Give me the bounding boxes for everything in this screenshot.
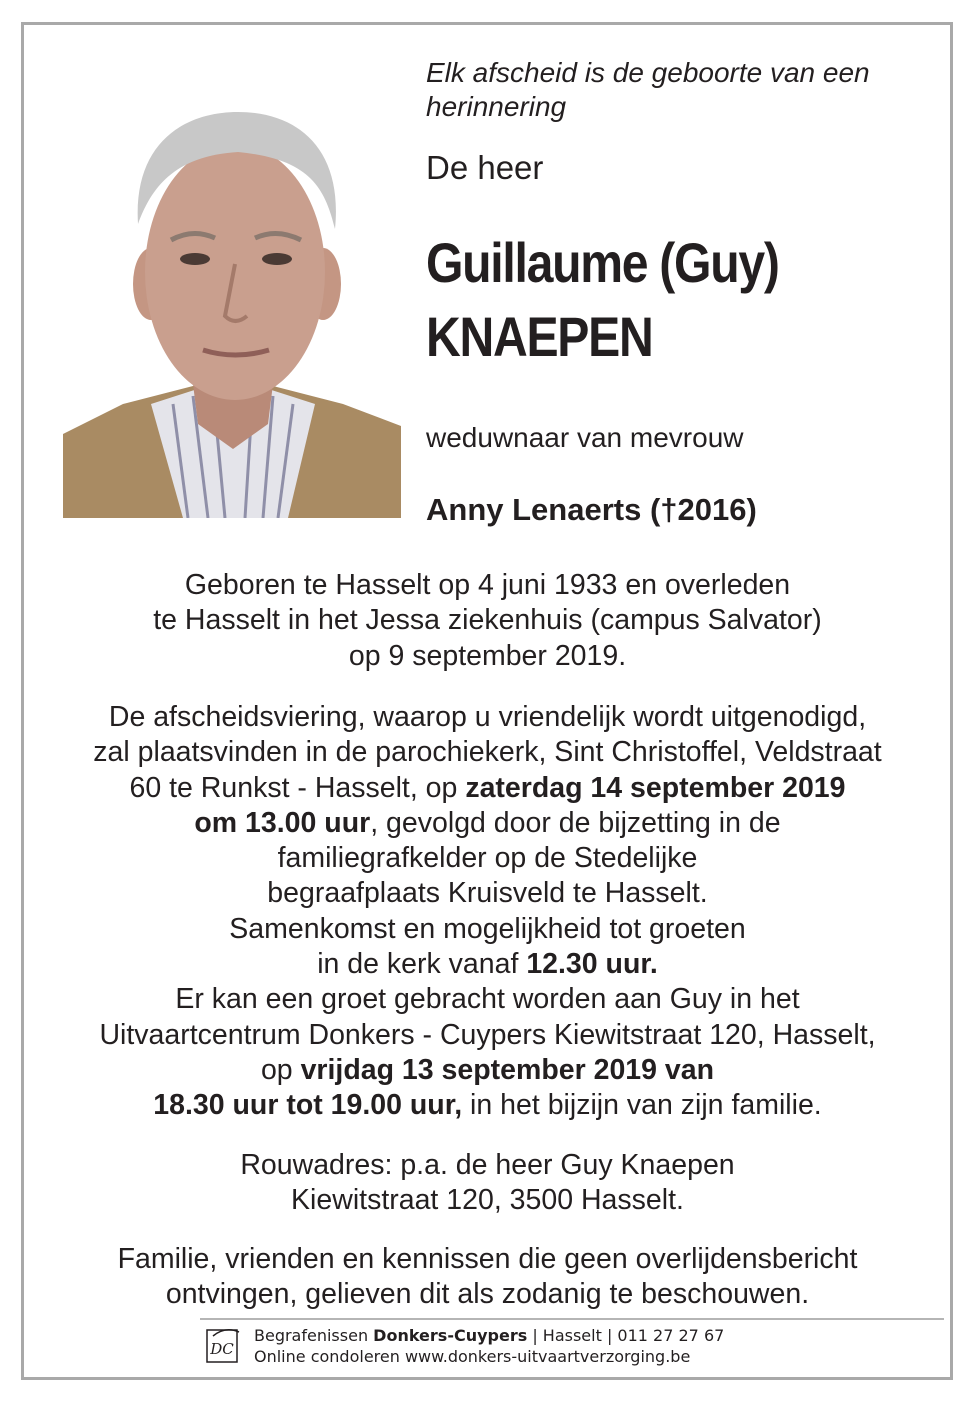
ceremony-line-11-text: op [260, 1053, 301, 1086]
ceremony-line-3 [40, 771, 935, 806]
ceremony-line-6: begraafplaats Kruisveld te Hasselt. [267, 877, 708, 910]
ceremony-line-8-text: in de kerk vanaf [317, 948, 527, 981]
birth-death-paragraph [40, 568, 935, 674]
closing-line-1: Familie, vrienden en kennissen die geen overlijdensbericht [117, 1243, 858, 1275]
footer-company: Donkers-Cuypers [373, 1326, 528, 1345]
funeral-home-logo [205, 1326, 243, 1364]
ceremony-line-12-text: in het bijzijn van zijn familie. [462, 1089, 822, 1122]
widower-of-text: weduwnaar van mevrouw [426, 422, 744, 453]
death-date-line: op 9 september 2019. [348, 639, 627, 672]
ceremony-line-4-text: , gevolgd door de bijzetting in de [370, 806, 781, 839]
footer-line-1 [254, 1325, 934, 1346]
mourning-address [40, 1148, 935, 1219]
quote-line-2: herinnering [426, 91, 567, 122]
ceremony-date: zaterdag 14 september 2019 [465, 771, 846, 804]
ceremony-line-4 [40, 806, 935, 841]
deceased-first-name: Guillaume (Guy) [426, 231, 779, 294]
ceremony-line-11 [40, 1053, 935, 1088]
quote-line-1: Elk afscheid is de geboorte van een [426, 57, 870, 88]
footer-online-condolence: Online condoleren www.donkers-uitvaartverzorging.be [254, 1347, 691, 1366]
spouse-name: Anny Lenaerts (†2016) [426, 492, 757, 527]
birth-line: Geboren te Hasselt op 4 juni 1933 en overleden [184, 569, 791, 601]
portrait-photo [63, 104, 401, 518]
address-line-1: Rouwadres: p.a. de heer Guy Knaepen [240, 1149, 735, 1181]
ceremony-line-2: zal plaatsvinden in de parochiekerk, Sint Christoffel, Veldstraat [93, 736, 882, 769]
ceremony-line-9: Er kan een groet gebracht worden aan Guy in het [175, 983, 800, 1016]
ceremony-paragraph [40, 700, 935, 1124]
deceased-last-name: KNAEPEN [426, 305, 653, 368]
visitation-date: vrijdag 13 september 2019 van [300, 1053, 715, 1086]
death-place-line: te Hasselt in het Jessa ziekenhuis (campus Salvator) [153, 604, 822, 637]
ceremony-time: om 13.00 uur [194, 806, 371, 839]
visitation-time: 18.30 uur tot 19.00 uur, [153, 1089, 463, 1122]
footer-contact: | Hasselt | 011 27 27 67 [527, 1326, 725, 1345]
ceremony-line-5: familiegrafkelder op de Stedelijke [277, 842, 698, 875]
ceremony-line-1: De afscheidsviering, waarop u vriendelijk wordt uitgenodigd, [108, 701, 867, 733]
ceremony-line-12 [40, 1088, 935, 1123]
footer-prefix: Begrafenissen [254, 1326, 374, 1345]
closing-paragraph [40, 1242, 935, 1313]
ceremony-line-10: Uitvaartcentrum Donkers - Cuypers Kiewitstraat 120, Hasselt, [99, 1018, 876, 1051]
greeting-time: 12.30 uur. [526, 948, 658, 981]
ceremony-line-3-text: 60 te Runkst - Hasselt, op [129, 771, 466, 804]
funeral-home-footer [254, 1325, 934, 1367]
logo-monogram: DC [210, 1340, 234, 1358]
ceremony-line-8 [40, 947, 935, 982]
opening-quote [426, 56, 936, 124]
footer-divider [200, 1318, 944, 1320]
ceremony-line-7: Samenkomst en mogelijkheid tot groeten [229, 912, 746, 945]
honorific: De heer [426, 149, 544, 186]
address-line-2: Kiewitstraat 120, 3500 Hasselt. [291, 1184, 684, 1217]
closing-line-2: ontvingen, gelieven dit als zodanig te beschouwen. [165, 1278, 810, 1311]
deceased-name [426, 226, 873, 374]
